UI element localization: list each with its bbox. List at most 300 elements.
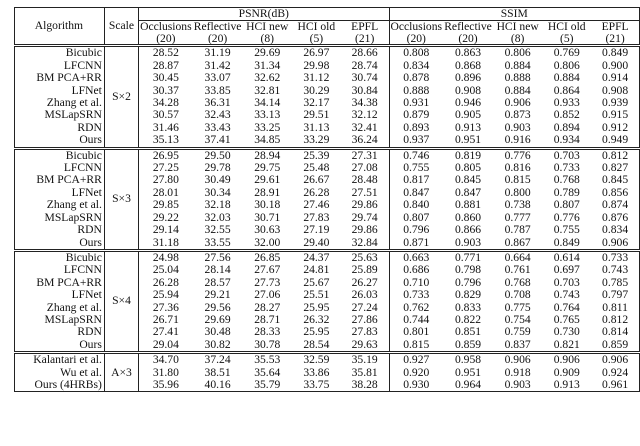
algorithm-name: LFNet	[15, 289, 105, 301]
psnr-value: 30.37	[152, 83, 179, 97]
ssim-value: 0.900	[602, 58, 629, 72]
psnr-value: 26.85	[243, 250, 292, 264]
scale-label: S×2	[104, 46, 138, 148]
ssim-value: 0.798	[454, 263, 482, 277]
ssim-value: 0.905	[454, 108, 482, 122]
ssim-value: 0.906	[602, 235, 629, 249]
ssim-value: 0.856	[602, 185, 629, 199]
ssim-value: 0.796	[454, 275, 482, 289]
dataset-header-ssim	[443, 21, 493, 46]
psnr-value: 34.28	[152, 96, 179, 110]
ssim-value: 0.807	[403, 210, 430, 224]
ssim-value: 0.789	[553, 185, 580, 199]
ssim-value: 0.888	[403, 83, 430, 97]
ssim-value: 0.776	[493, 148, 542, 162]
ssim-value: 0.755	[553, 223, 580, 237]
psnr-value: 27.19	[303, 223, 330, 237]
psnr-value: 27.83	[341, 326, 389, 338]
psnr-value: 35.79	[254, 377, 281, 391]
ssim-value: 0.710	[403, 275, 430, 289]
ssim-value: 0.912	[602, 120, 629, 134]
psnr-value: 33.75	[303, 377, 330, 391]
psnr-value: 28.87	[152, 58, 179, 72]
psnr-value: 36.24	[341, 134, 389, 148]
ssim-value: 0.833	[454, 300, 482, 314]
dataset-count: (8)	[510, 31, 525, 45]
psnr-value: 30.18	[254, 198, 281, 212]
dataset-name: EPFL	[601, 20, 629, 34]
psnr-value: 29.63	[341, 339, 389, 353]
dataset-header-psnr	[193, 21, 243, 46]
ssim-value: 0.796	[403, 223, 430, 237]
psnr-value: 29.86	[341, 224, 389, 236]
psnr-value: 26.95	[139, 148, 193, 162]
psnr-value: 38.51	[204, 365, 231, 379]
algorithm-name: Ours	[15, 237, 105, 251]
dataset-header-psnr	[243, 21, 292, 46]
psnr-value: 34.70	[139, 353, 193, 367]
psnr-value: 30.34	[204, 185, 231, 199]
dataset-count: (20)	[406, 31, 426, 45]
psnr-value: 25.48	[303, 161, 330, 175]
algorithm-name: LFCNN	[15, 162, 105, 174]
psnr-value: 25.95	[303, 325, 330, 339]
algorithm-name: LFCNN	[15, 264, 105, 276]
ssim-value: 0.913	[553, 377, 580, 391]
ssim-value: 0.946	[454, 96, 482, 110]
ssim-value: 0.879	[403, 108, 430, 122]
psnr-value: 31.34	[254, 58, 281, 72]
ssim-value: 0.761	[504, 263, 531, 277]
dataset-count: (20)	[458, 31, 478, 45]
psnr-value: 35.19	[341, 353, 389, 367]
algorithm-name: Zhang et al.	[15, 199, 105, 211]
results-table	[14, 7, 640, 392]
ssim-value: 0.845	[602, 173, 629, 187]
dataset-count: (21)	[354, 31, 375, 45]
ssim-value: 0.686	[403, 263, 430, 277]
ssim-value: 0.884	[504, 58, 531, 72]
psnr-value: 27.08	[341, 162, 389, 174]
ssim-value: 0.829	[454, 288, 482, 302]
ssim-value: 0.785	[602, 275, 629, 289]
ssim-value: 0.812	[602, 312, 629, 326]
ssim-value: 0.847	[454, 185, 482, 199]
psnr-value: 29.04	[152, 337, 179, 351]
psnr-value: 33.25	[254, 120, 281, 134]
psnr-value: 30.78	[254, 337, 281, 351]
psnr-value: 26.27	[341, 277, 389, 289]
ssim-value: 0.764	[553, 300, 580, 314]
ssim-value: 0.806	[553, 58, 580, 72]
ssim-value: 0.871	[403, 235, 430, 249]
ssim-value: 0.805	[454, 161, 482, 175]
psnr-value: 32.41	[341, 122, 389, 134]
psnr-value: 27.51	[341, 187, 389, 199]
ssim-value: 0.816	[504, 161, 531, 175]
psnr-value: 27.67	[254, 263, 281, 277]
algorithm-name: BM PCA+RR	[15, 277, 105, 289]
ssim-value: 0.915	[602, 108, 629, 122]
psnr-value: 25.39	[292, 148, 341, 162]
psnr-value: 35.64	[254, 365, 281, 379]
ssim-value: 0.797	[602, 288, 629, 302]
ssim-value: 0.708	[504, 288, 531, 302]
psnr-value: 29.21	[204, 288, 231, 302]
psnr-value: 26.97	[292, 46, 341, 60]
dataset-count: (5)	[309, 31, 324, 45]
psnr-value: 28.71	[254, 312, 281, 326]
dataset-name: Occlusions	[140, 20, 192, 34]
ssim-value: 0.817	[403, 173, 430, 187]
psnr-value: 38.28	[341, 379, 389, 392]
ssim-value: 0.755	[403, 161, 430, 175]
psnr-value: 30.71	[254, 210, 281, 224]
psnr-value: 33.86	[303, 365, 330, 379]
header-ssim: SSIM	[389, 8, 640, 21]
psnr-value: 35.96	[152, 377, 179, 391]
ssim-value: 0.768	[504, 275, 531, 289]
ssim-value: 0.906	[542, 353, 591, 367]
psnr-value: 27.41	[152, 325, 179, 339]
ssim-value: 0.859	[454, 337, 482, 351]
psnr-value: 28.33	[254, 325, 281, 339]
ssim-value: 0.815	[504, 173, 531, 187]
psnr-value: 29.69	[204, 312, 231, 326]
ssim-value: 0.903	[454, 235, 482, 249]
ssim-value: 0.881	[454, 198, 482, 212]
ssim-value: 0.896	[454, 71, 482, 85]
ssim-value: 0.733	[591, 250, 639, 264]
ssim-value: 0.730	[553, 325, 580, 339]
ssim-value: 0.744	[403, 312, 430, 326]
psnr-value: 30.57	[152, 108, 179, 122]
psnr-value: 29.14	[152, 223, 179, 237]
ssim-value: 0.888	[504, 71, 531, 85]
psnr-value: 30.29	[303, 83, 330, 97]
ssim-value: 0.663	[389, 250, 443, 264]
scale-label: S×4	[104, 250, 138, 352]
psnr-value: 25.94	[152, 288, 179, 302]
psnr-value: 35.13	[152, 133, 179, 147]
psnr-value: 31.42	[204, 58, 231, 72]
ssim-value: 0.933	[553, 96, 580, 110]
algorithm-name: Zhang et al.	[15, 302, 105, 314]
psnr-value: 27.31	[341, 148, 389, 162]
ssim-value: 0.777	[504, 210, 531, 224]
table-body	[15, 46, 640, 392]
ssim-value: 0.878	[403, 71, 430, 85]
psnr-value: 32.81	[254, 83, 281, 97]
algorithm-name: LFNet	[15, 187, 105, 199]
ssim-value: 0.908	[454, 83, 482, 97]
dataset-name: Reflective	[193, 20, 242, 34]
ssim-value: 0.776	[553, 210, 580, 224]
algorithm-name: BM PCA+RR	[15, 72, 105, 84]
psnr-value: 27.80	[152, 173, 179, 187]
ssim-value: 0.864	[553, 83, 580, 97]
algorithm-name: Wu et al.	[15, 367, 105, 379]
algorithm-name: BM PCA+RR	[15, 174, 105, 186]
psnr-value: 29.69	[243, 46, 292, 60]
algorithm-name: LFCNN	[15, 60, 105, 72]
ssim-value: 0.852	[553, 108, 580, 122]
psnr-value: 40.16	[204, 377, 231, 391]
ssim-value: 0.876	[602, 210, 629, 224]
ssim-value: 0.834	[602, 223, 629, 237]
ssim-value: 0.771	[443, 250, 493, 264]
psnr-value: 36.31	[204, 96, 231, 110]
ssim-value: 0.614	[542, 250, 591, 264]
scale-label: S×3	[104, 148, 138, 250]
ssim-value: 0.908	[602, 83, 629, 97]
algorithm-name: Bicubic	[15, 250, 105, 264]
ssim-value: 0.806	[493, 46, 542, 60]
psnr-value: 29.50	[193, 148, 243, 162]
ssim-value: 0.738	[504, 198, 531, 212]
ssim-value: 0.703	[553, 275, 580, 289]
psnr-value: 32.84	[341, 237, 389, 251]
psnr-value: 29.75	[254, 161, 281, 175]
psnr-value: 29.98	[303, 58, 330, 72]
psnr-value: 27.46	[303, 198, 330, 212]
psnr-value: 26.28	[303, 185, 330, 199]
psnr-value: 25.89	[341, 264, 389, 276]
ssim-value: 0.746	[389, 148, 443, 162]
ssim-value: 0.868	[454, 58, 482, 72]
ssim-value: 0.916	[504, 133, 531, 147]
ssim-value: 0.884	[553, 71, 580, 85]
psnr-value: 28.52	[139, 46, 193, 60]
ssim-value: 0.920	[403, 365, 430, 379]
dataset-count: (8)	[260, 31, 275, 45]
psnr-value: 27.24	[341, 302, 389, 314]
ssim-value: 0.808	[389, 46, 443, 60]
ssim-value: 0.801	[403, 325, 430, 339]
psnr-value: 32.17	[303, 96, 330, 110]
dataset-name: Occlusions	[390, 20, 443, 34]
ssim-value: 0.906	[493, 353, 542, 367]
psnr-value: 30.49	[204, 173, 231, 187]
psnr-value: 27.06	[254, 288, 281, 302]
dataset-count: (20)	[207, 31, 228, 45]
dataset-name: HCI new	[246, 20, 289, 34]
table-row	[15, 148, 640, 162]
psnr-value: 32.03	[204, 210, 231, 224]
ssim-value: 0.815	[403, 337, 430, 351]
algorithm-name: RDN	[15, 326, 105, 338]
algorithm-name: Ours	[15, 339, 105, 353]
psnr-value: 30.82	[204, 337, 231, 351]
ssim-value: 0.958	[443, 353, 493, 367]
ssim-value: 0.812	[591, 148, 639, 162]
psnr-value: 29.22	[152, 210, 179, 224]
psnr-value: 26.32	[303, 312, 330, 326]
dataset-name: Reflective	[444, 20, 492, 34]
dataset-name: HCI new	[496, 20, 539, 34]
psnr-value: 26.03	[341, 289, 389, 301]
ssim-value: 0.754	[504, 312, 531, 326]
table-row	[15, 353, 640, 367]
ssim-value: 0.893	[403, 120, 430, 134]
ssim-value: 0.866	[454, 223, 482, 237]
ssim-value: 0.903	[504, 377, 531, 391]
psnr-value: 31.80	[152, 365, 179, 379]
psnr-value: 26.67	[303, 173, 330, 187]
psnr-value: 32.18	[204, 198, 231, 212]
ssim-value: 0.937	[403, 133, 430, 147]
ssim-value: 0.733	[553, 161, 580, 175]
ssim-value: 0.949	[602, 133, 629, 147]
algorithm-name: MSLapSRN	[15, 314, 105, 326]
ssim-value: 0.822	[454, 312, 482, 326]
ssim-value: 0.837	[504, 337, 531, 351]
ssim-value: 0.743	[602, 263, 629, 277]
dataset-header-ssim	[542, 21, 591, 46]
psnr-value: 33.13	[254, 108, 281, 122]
psnr-value: 37.24	[193, 353, 243, 367]
ssim-value: 0.874	[602, 198, 629, 212]
ssim-value: 0.924	[602, 365, 629, 379]
psnr-value: 29.74	[341, 212, 389, 224]
ssim-value: 0.827	[602, 161, 629, 175]
ssim-value: 0.913	[454, 120, 482, 134]
dataset-count: (5)	[560, 31, 574, 45]
algorithm-name: RDN	[15, 122, 105, 134]
ssim-value: 0.849	[591, 46, 639, 60]
dataset-header-ssim	[389, 21, 443, 46]
dataset-header-psnr	[341, 21, 389, 46]
psnr-value: 25.67	[303, 275, 330, 289]
ssim-value: 0.906	[504, 96, 531, 110]
psnr-value: 29.86	[341, 199, 389, 211]
psnr-value: 29.85	[152, 198, 179, 212]
ssim-value: 0.894	[553, 120, 580, 134]
scale-label: A×3	[104, 353, 138, 392]
ssim-value: 0.951	[454, 133, 482, 147]
algorithm-name: LFNet	[15, 85, 105, 97]
ssim-value: 0.762	[403, 300, 430, 314]
psnr-value: 30.74	[341, 72, 389, 84]
ssim-value: 0.743	[553, 288, 580, 302]
ssim-value: 0.807	[553, 198, 580, 212]
psnr-value: 33.85	[204, 83, 231, 97]
psnr-value: 31.18	[152, 235, 179, 249]
psnr-value: 25.63	[341, 250, 389, 264]
psnr-value: 28.91	[254, 185, 281, 199]
algorithm-name: RDN	[15, 224, 105, 236]
dataset-name: HCI old	[297, 20, 336, 34]
psnr-value: 31.13	[303, 120, 330, 134]
psnr-value: 27.86	[341, 314, 389, 326]
psnr-value: 30.84	[341, 85, 389, 97]
ssim-value: 0.909	[553, 365, 580, 379]
psnr-value: 32.55	[204, 223, 231, 237]
ssim-value: 0.860	[454, 210, 482, 224]
ssim-value: 0.733	[403, 288, 430, 302]
psnr-value: 28.01	[152, 185, 179, 199]
ssim-value: 0.934	[553, 133, 580, 147]
ssim-value: 0.847	[403, 185, 430, 199]
psnr-value: 37.41	[204, 133, 231, 147]
dataset-name: EPFL	[351, 20, 379, 34]
ssim-value: 0.939	[602, 96, 629, 110]
psnr-value: 30.48	[204, 325, 231, 339]
table-row	[15, 46, 640, 60]
psnr-value: 27.36	[152, 300, 179, 314]
header-algorithm: Algorithm	[15, 8, 105, 46]
psnr-value: 29.56	[204, 300, 231, 314]
ssim-value: 0.918	[504, 365, 531, 379]
psnr-value: 28.48	[341, 174, 389, 186]
header-scale: Scale	[104, 8, 138, 46]
psnr-value: 26.28	[152, 275, 179, 289]
psnr-value: 28.66	[341, 46, 389, 60]
psnr-value: 29.78	[204, 161, 231, 175]
dataset-header-ssim	[591, 21, 639, 46]
psnr-value: 33.29	[303, 133, 330, 147]
psnr-value: 32.43	[204, 108, 231, 122]
ssim-value: 0.849	[553, 235, 580, 249]
ssim-value: 0.906	[591, 353, 639, 367]
dataset-header-ssim	[493, 21, 542, 46]
psnr-value: 32.12	[341, 109, 389, 121]
psnr-value: 31.19	[193, 46, 243, 60]
ssim-value: 0.821	[553, 337, 580, 351]
ssim-value: 0.811	[602, 300, 628, 314]
ssim-value: 0.787	[504, 223, 531, 237]
psnr-value: 28.27	[254, 300, 281, 314]
ssim-value: 0.851	[454, 325, 482, 339]
ssim-value: 0.914	[602, 71, 629, 85]
ssim-value: 0.703	[542, 148, 591, 162]
algorithm-name: Ours (4HRBs)	[15, 379, 105, 392]
psnr-value: 24.37	[292, 250, 341, 264]
psnr-value: 34.85	[254, 133, 281, 147]
psnr-value: 32.62	[254, 71, 281, 85]
dataset-header-psnr	[139, 21, 193, 46]
algorithm-name: Bicubic	[15, 148, 105, 162]
algorithm-name: Ours	[15, 134, 105, 148]
ssim-value: 0.931	[403, 96, 430, 110]
ssim-value: 0.961	[602, 377, 629, 391]
psnr-value: 33.55	[204, 235, 231, 249]
ssim-value: 0.775	[504, 300, 531, 314]
ssim-value: 0.927	[389, 353, 443, 367]
ssim-value: 0.930	[403, 377, 430, 391]
psnr-value: 29.51	[303, 108, 330, 122]
psnr-value: 30.63	[254, 223, 281, 237]
algorithm-name: MSLapSRN	[15, 109, 105, 121]
psnr-value: 31.46	[152, 120, 179, 134]
psnr-value: 24.81	[303, 263, 330, 277]
ssim-value: 0.867	[504, 235, 531, 249]
psnr-value: 24.98	[139, 250, 193, 264]
psnr-value: 25.51	[303, 288, 330, 302]
ssim-value: 0.859	[602, 337, 629, 351]
ssim-value: 0.765	[553, 312, 580, 326]
ssim-value: 0.951	[454, 365, 482, 379]
psnr-value: 28.94	[243, 148, 292, 162]
psnr-value: 27.56	[193, 250, 243, 264]
psnr-value: 32.00	[254, 235, 281, 249]
ssim-value: 0.964	[454, 377, 482, 391]
ssim-value: 0.873	[504, 108, 531, 122]
psnr-value: 28.57	[204, 275, 231, 289]
psnr-value: 26.71	[152, 312, 179, 326]
dataset-header-psnr	[292, 21, 341, 46]
psnr-value: 25.95	[303, 300, 330, 314]
